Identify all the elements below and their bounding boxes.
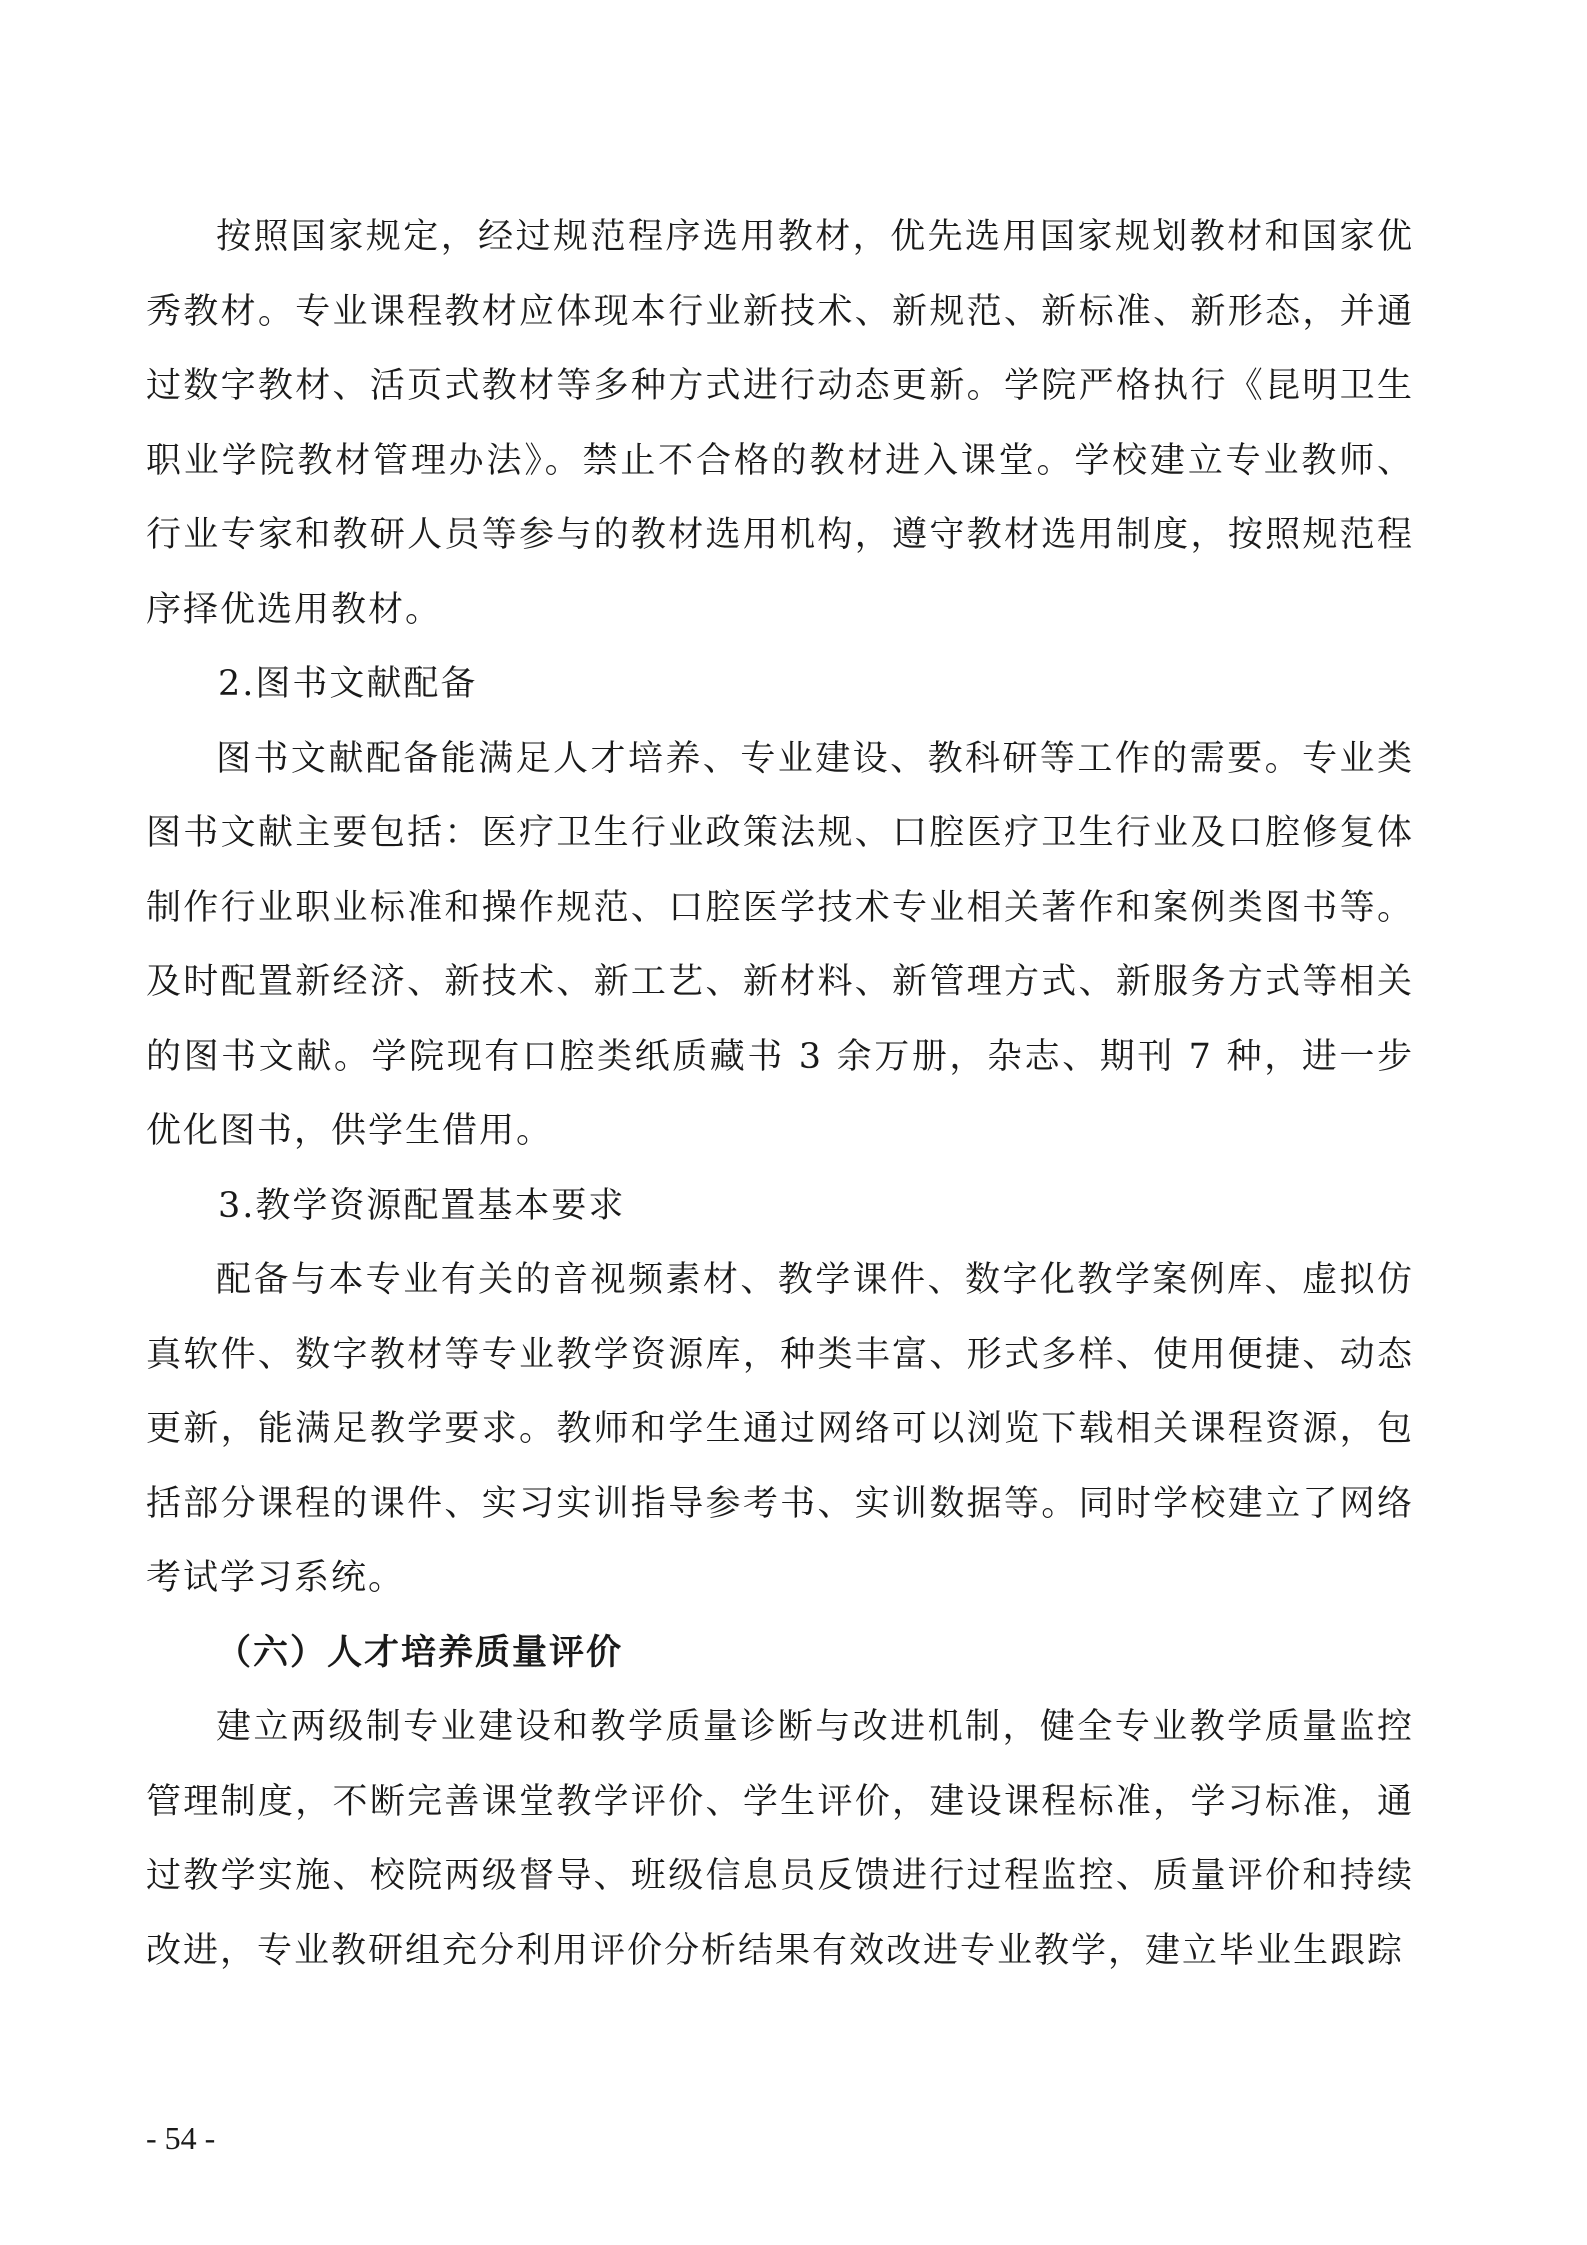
section-heading-teaching-resources: 3.教学资源配置基本要求 — [218, 1185, 626, 1226]
document-body — [146, 200, 1414, 1988]
paragraph-library-resources: 图书文献配备能满足人才培养、专业建设、教科研等工作的需要。专业类图书文献主要包括：医疗卫生行业政策法规、口腔医疗卫生行业及口腔修复体制作行业职业标准和操作规范、口腔医学技术专业相关著作和案例类图书等。及时配置新经济、新技术、新工艺、新材料、新管理方式、新服务方式等相关的图书文献。学院现有口腔类纸质藏书 3 余万册，杂志、期刊 7 种，进一步优化图书，供学生借用。 — [146, 738, 1414, 1151]
paragraph-quality-evaluation: 建立两级制专业建设和教学质量诊断与改进机制，健全专业教学质量监控管理制度，不断完善课堂教学评价、学生评价，建设课程标准，学习标准，通过教学实施、校院两级督导、班级信息员反馈进行过程监控、质量评价和持续改进，专业教研组充分利用评价分析结果有效改进专业教学，建立毕业生跟踪 — [146, 1707, 1414, 1971]
paragraph-textbook-selection: 按照国家规定，经过规范程序选用教材，优先选用国家规划教材和国家优秀教材。专业课程教材应体现本行业新技术、新规范、新标准、新形态，并通过数字教材、活页式教材等多种方式进行动态更新。学院严格执行《昆明卫生职业学院教材管理办法》。禁止不合格的教材进入课堂。学校建立专业教师、行业专家和教研人员等参与的教材选用机构，遵守教材选用制度，按照规范程序择优选用教材。 — [146, 217, 1414, 630]
section-heading-library-resources: 2.图书文献配备 — [218, 664, 478, 704]
page-number: - 54 - — [146, 2120, 216, 2156]
section-heading-quality-evaluation: （六）人才培养质量评价 — [216, 1631, 624, 1673]
paragraph-teaching-resources: 配备与本专业有关的音视频素材、教学课件、数字化教学案例库、虚拟仿真软件、数字教材等专业教学资源库，种类丰富、形式多样、使用便捷、动态更新，能满足教学要求。教师和学生通过网络可以浏览下载相关课程资源，包括部分课程的课件、实习实训指导参考书、实训数据等。同时学校建立了网络考试学习系统。 — [146, 1260, 1414, 1598]
